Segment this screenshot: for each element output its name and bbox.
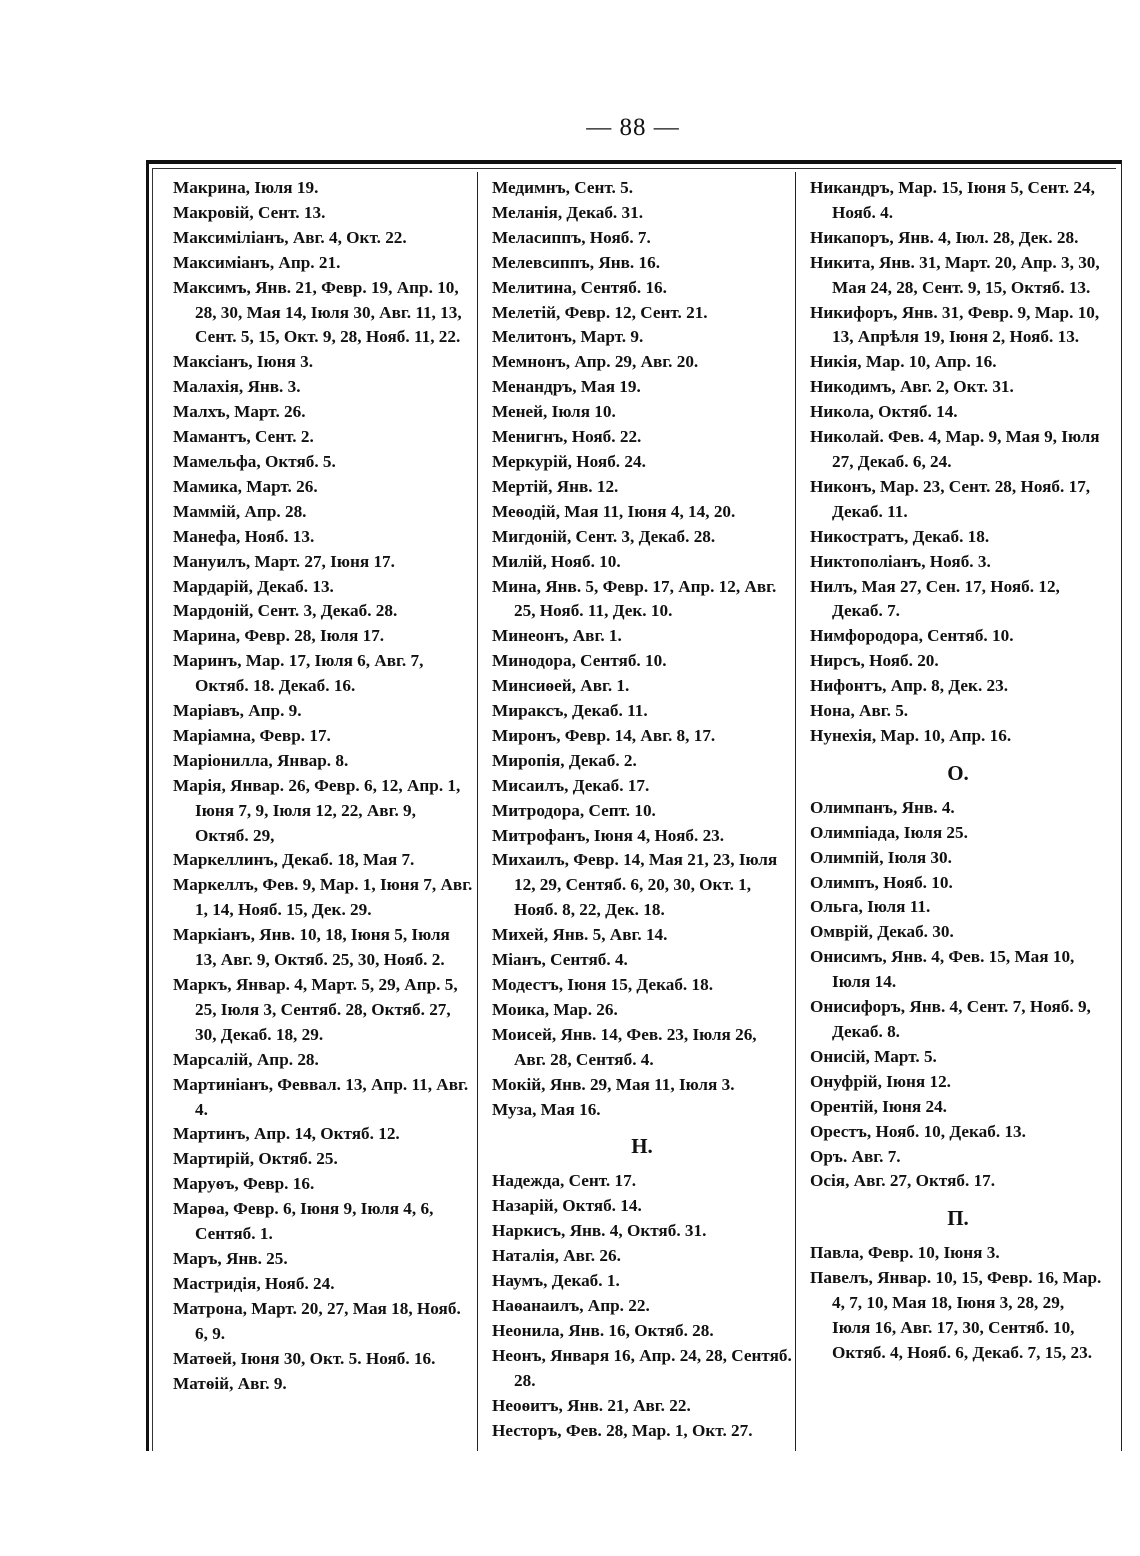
calendar-entry: Надежда, Сент. 17. — [492, 1171, 637, 1191]
calendar-entry: Маріамна, Февр. 17. — [173, 725, 331, 745]
section-letter-heading: П. — [947, 1206, 969, 1231]
calendar-entry: Никія, Мар. 10, Апр. 16. — [810, 352, 997, 372]
calendar-entry: Мисаилъ, Декаб. 17. — [492, 775, 650, 795]
calendar-entry: Михей, Янв. 5, Авг. 14. — [492, 925, 668, 945]
calendar-entry: Матѳей, Іюня 30, Окт. 5. Нояб. 16. — [173, 1348, 436, 1368]
calendar-entry: Никола, Октяб. 14. — [810, 402, 958, 422]
calendar-entry: Миронъ, Февр. 14, Авг. 8, 17. — [492, 725, 716, 745]
calendar-entry: Оръ. Авг. 7. — [810, 1146, 901, 1166]
calendar-entry: Онисимъ, Янв. 4, Фев. 15, Мая 10, Іюля 14. — [810, 947, 1075, 992]
calendar-entry: Михаилъ, Февр. 14, Мая 21, 23, Іюля 12, 29, Сентяб. 6, 20, 30, Окт. 1, Нояб. 8, 22, Дек. 18. — [492, 850, 778, 920]
calendar-entry: Никандръ, Мар. 15, Іюня 5, Сент. 24, Нояб. 4. — [810, 178, 1095, 222]
calendar-entry: Модестъ, Іюня 15, Декаб. 18. — [492, 975, 713, 994]
calendar-entry: Митрофанъ, Іюня 4, Нояб. 23. — [492, 825, 725, 845]
calendar-entry: Марина, Февр. 28, Іюля 17. — [173, 626, 385, 646]
calendar-entry: Олимпіада, Іюля 25. — [810, 822, 968, 842]
calendar-entry: Нилъ, Мая 27, Сен. 17, Нояб. 12, Декаб. 7. — [810, 576, 1060, 621]
calendar-entry: Мемнонъ, Апр. 29, Авг. 20. — [492, 352, 699, 372]
calendar-entry: Мокій, Янв. 29, Мая 11, Іюля 3. — [492, 1074, 735, 1094]
calendar-entry: Назарій, Октяб. 14. — [492, 1196, 642, 1216]
calendar-entry: Мамика, Март. 26. — [173, 476, 318, 496]
section-letter-heading: О. — [947, 760, 969, 785]
calendar-entry: Мартиніанъ, Феввал. 13, Апр. 11, Авг. 4. — [173, 1074, 469, 1119]
calendar-entry: Меркурій, Нояб. 24. — [492, 451, 646, 471]
calendar-entry: Минодора, Сентяб. 10. — [492, 651, 667, 671]
calendar-entry: Максіанъ, Іюня 3. — [173, 352, 314, 372]
calendar-entry: Милій, Нояб. 10. — [492, 551, 621, 571]
calendar-entry: Мартирій, Октяб. 25. — [173, 1149, 338, 1169]
calendar-entry: Нифонтъ, Апр. 8, Дек. 23. — [810, 676, 1009, 696]
calendar-entry: Марсалій, Апр. 28. — [173, 1049, 319, 1069]
calendar-entry: Неонила, Янв. 16, Октяб. 28. — [492, 1320, 714, 1340]
column-divider — [795, 172, 796, 1451]
calendar-entry: Мардоній, Сент. 3, Декаб. 28. — [173, 601, 398, 621]
calendar-entry: Мелетій, Февр. 12, Сент. 21. — [492, 302, 708, 322]
calendar-entry: Наѳанаилъ, Апр. 22. — [492, 1295, 650, 1315]
calendar-entry: Осія, Авг. 27, Октяб. 17. — [810, 1171, 996, 1191]
calendar-entry: Павелъ, Январ. 10, 15, Февр. 16, Мар. 4, 7, 10, Мая 18, Іюня 3, 28, 29, Іюля 16, Авг. 17, 30, Сентяб. 10, Октяб. 4, Нояб. 6, Декаб. 7, 15, 23. — [810, 1268, 1102, 1362]
calendar-entry: Маркеллъ, Фев. 9, Мар. 1, Іюня 7, Авг. 1, 14, Нояб. 15, Дек. 29. — [173, 875, 473, 920]
calendar-entry: Марѳа, Февр. 6, Іюня 9, Іюля 4, 6, Сентяб. 1. — [173, 1199, 434, 1244]
calendar-entry: Наталія, Авг. 26. — [492, 1246, 621, 1266]
calendar-entry: Маркіанъ, Янв. 10, 18, Іюня 5, Іюля 13, Авг. 9, Октяб. 25, 30, Нояб. 2. — [173, 925, 450, 970]
calendar-entry: Малхъ, Март. 26. — [173, 402, 306, 422]
calendar-entry: Маринъ, Мар. 17, Іюля 6, Авг. 7, Октяб. 18. Декаб. 16. — [173, 651, 424, 696]
calendar-entry: Муза, Мая 16. — [492, 1099, 601, 1119]
calendar-entry: Максиміліанъ, Авг. 4, Окт. 22. — [173, 227, 407, 247]
column-2 — [492, 176, 792, 1443]
calendar-entry: Никодимъ, Авг. 2, Окт. 31. — [810, 377, 1014, 397]
calendar-entry: Максимъ, Янв. 21, Февр. 19, Апр. 10, 28, 30, Мая 14, Іюля 30, Авг. 11, 13, Сент. 5, 15, Окт. 9, 28, Нояб. 11, 22. — [173, 277, 462, 347]
calendar-entry: Минеонъ, Авг. 1. — [492, 626, 622, 646]
calendar-entry: Олимпій, Іюля 30. — [810, 847, 952, 867]
calendar-entry: Наркисъ, Янв. 4, Октяб. 31. — [492, 1221, 707, 1241]
calendar-entry: Онисій, Март. 5. — [810, 1046, 937, 1066]
calendar-entry: Моисей, Янв. 14, Фев. 23, Іюля 26, Авг. 28, Сентяб. 4. — [492, 1024, 757, 1069]
calendar-entry: Мамельфа, Октяб. 5. — [173, 451, 336, 471]
calendar-entry: Маруѳъ, Февр. 16. — [173, 1174, 315, 1194]
calendar-entry: Менигнъ, Нояб. 22. — [492, 427, 642, 447]
calendar-entry: Маріонилла, Январ. 8. — [173, 750, 349, 770]
calendar-entry: Меѳодій, Мая 11, Іюня 4, 14, 20. — [492, 501, 736, 521]
calendar-entry: Неонъ, Января 16, Апр. 24, 28, Сентяб. 28. — [492, 1345, 792, 1390]
calendar-entry: Никонъ, Мар. 23, Сент. 28, Нояб. 17, Декаб. 11. — [810, 476, 1091, 521]
calendar-entry: Миропія, Декаб. 2. — [492, 750, 637, 770]
calendar-entry: Минсиѳей, Авг. 1. — [492, 676, 630, 696]
calendar-entry: Марія, Январ. 26, Февр. 6, 12, Апр. 1, Іюня 7, 9, Іюля 12, 22, Авг. 9, Октяб. 29, — [173, 775, 461, 845]
calendar-entry: Олимпъ, Нояб. 10. — [810, 872, 953, 892]
calendar-entry: Неоѳитъ, Янв. 21, Авг. 22. — [492, 1395, 691, 1415]
calendar-entry: Митродора, Септ. 10. — [492, 800, 656, 820]
calendar-entry: Моика, Мар. 26. — [492, 999, 618, 1019]
calendar-entry: Мигдоній, Сент. 3, Декаб. 28. — [492, 526, 716, 546]
calendar-entry: Никита, Янв. 31, Март. 20, Апр. 3, 30, Мая 24, 28, Сент. 9, 15, Октяб. 13. — [810, 252, 1100, 297]
calendar-entry: Мелитина, Сентяб. 16. — [492, 277, 667, 297]
calendar-entry: Ольга, Іюля 11. — [810, 897, 931, 917]
calendar-entry: Мамантъ, Сент. 2. — [173, 427, 314, 447]
calendar-entry: Николай. Фев. 4, Мар. 9, Мая 9, Іюля 27, Декаб. 6, 24. — [810, 427, 1100, 471]
page-number: — 88 — — [586, 114, 680, 141]
calendar-entry: Мираксъ, Декаб. 11. — [492, 701, 648, 721]
calendar-entry: Макрина, Іюля 19. — [173, 178, 319, 197]
section-letter-heading: Н. — [631, 1134, 653, 1159]
calendar-entry: Никифоръ, Янв. 31, Февр. 9, Мар. 10, 13, Апрѣля 19, Іюня 2, Нояб. 13. — [810, 302, 1100, 347]
calendar-entry: Нунехія, Мар. 10, Апр. 16. — [810, 725, 1012, 745]
calendar-entry: Маркъ, Январ. 4, Март. 5, 29, Апр. 5, 25, Іюля 3, Сентяб. 28, Октяб. 27, 30, Декаб. 18, 29. — [173, 975, 458, 1044]
calendar-entry: Маммій, Апр. 28. — [173, 501, 307, 521]
calendar-entry: Онуфрій, Іюня 12. — [810, 1071, 951, 1091]
calendar-entry: Мелевсиппъ, Янв. 16. — [492, 252, 661, 272]
calendar-entry: Онисифоръ, Янв. 4, Сент. 7, Нояб. 9, Декаб. 8. — [810, 997, 1091, 1041]
calendar-entry: Наумъ, Декаб. 1. — [492, 1271, 620, 1291]
calendar-entry: Мина, Янв. 5, Февр. 17, Апр. 12, Авг. 25, Нояб. 11, Дек. 10. — [492, 576, 777, 621]
calendar-entry: Никтополіанъ, Нояб. 3. — [810, 551, 991, 571]
calendar-entry: Матѳій, Авг. 9. — [173, 1373, 287, 1393]
column-3 — [810, 176, 1106, 1366]
calendar-entry: Нимфородора, Сентяб. 10. — [810, 626, 1014, 646]
calendar-entry: Мануилъ, Март. 27, Іюня 17. — [173, 551, 395, 571]
calendar-entry: Орестъ, Нояб. 10, Декаб. 13. — [810, 1121, 1026, 1141]
calendar-entry: Мелитонъ, Март. 9. — [492, 327, 644, 347]
calendar-entry: Меней, Іюля 10. — [492, 402, 616, 422]
calendar-entry: Меланія, Декаб. 31. — [492, 202, 644, 222]
calendar-entry: Максиміанъ, Апр. 21. — [173, 252, 341, 272]
calendar-entry: Матрона, Март. 20, 27, Мая 18, Нояб. 6, 9. — [173, 1298, 461, 1343]
calendar-entry: Олимпанъ, Янв. 4. — [810, 797, 955, 817]
calendar-entry: Менандръ, Мая 19. — [492, 377, 641, 397]
calendar-entry: Нона, Авг. 5. — [810, 701, 909, 721]
calendar-entry: Омврій, Декаб. 30. — [810, 922, 954, 942]
calendar-entry: Малахія, Янв. 3. — [173, 377, 301, 397]
calendar-entry: Орентій, Іюня 24. — [810, 1096, 947, 1116]
column-1 — [173, 176, 473, 1396]
column-divider — [477, 172, 478, 1451]
calendar-entry: Манефа, Нояб. 13. — [173, 526, 315, 546]
calendar-entry: Мартинъ, Апр. 14, Октяб. 12. — [173, 1124, 400, 1144]
calendar-entry: Міанъ, Сентяб. 4. — [492, 950, 628, 970]
calendar-entry: Маръ, Янв. 25. — [173, 1248, 288, 1268]
calendar-entry: Несторъ, Фев. 28, Мар. 1, Окт. 27. — [492, 1420, 753, 1440]
calendar-entry: Медимнъ, Сент. 5. — [492, 178, 634, 197]
calendar-entry: Маріавъ, Апр. 9. — [173, 701, 302, 721]
calendar-entry: Павла, Февр. 10, Іюня 3. — [810, 1243, 1000, 1263]
calendar-entry: Мастридія, Нояб. 24. — [173, 1273, 335, 1293]
calendar-entry: Маркеллинъ, Декаб. 18, Мая 7. — [173, 850, 415, 870]
calendar-entry: Макровій, Сент. 13. — [173, 202, 326, 222]
calendar-entry: Никостратъ, Декаб. 18. — [810, 526, 990, 546]
calendar-entry: Мардарій, Декаб. 13. — [173, 576, 334, 596]
calendar-entry: Меласиппъ, Нояб. 7. — [492, 227, 651, 247]
calendar-entry: Нирсъ, Нояб. 20. — [810, 651, 939, 671]
calendar-entry: Мертій, Янв. 12. — [492, 476, 619, 496]
calendar-entry: Никапоръ, Янв. 4, Іюл. 28, Дек. 28. — [810, 227, 1079, 247]
